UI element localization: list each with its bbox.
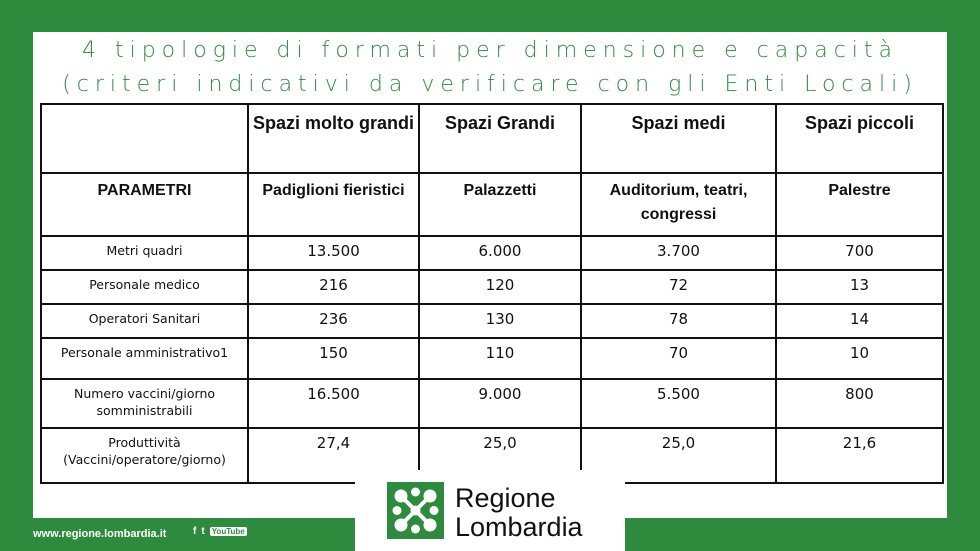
table-cell: 110 xyxy=(419,338,581,379)
row-label: Personale medico xyxy=(41,270,248,304)
table-row xyxy=(41,304,943,338)
row-label: Numero vaccini/giorno somministrabili xyxy=(41,379,248,428)
table-row xyxy=(41,379,943,428)
table-cell: 21,6 xyxy=(776,428,943,483)
table-cell: 236 xyxy=(248,304,419,338)
slide-title-line1: 4 tipologie di formati per dimensione e capacità xyxy=(81,38,899,63)
subheader-cell: Padiglioni fieristici xyxy=(248,173,419,236)
social-links xyxy=(193,526,247,537)
subheader-cell: Auditorium, teatri, congressi xyxy=(581,173,776,236)
table-row xyxy=(41,338,943,379)
table-cell: 5.500 xyxy=(581,379,776,428)
footer-website-link[interactable]: www.regione.lombardia.it xyxy=(33,528,167,540)
header-cell: Spazi medi xyxy=(581,104,776,173)
row-label: Metri quadri xyxy=(41,236,248,270)
table-cell: 3.700 xyxy=(581,236,776,270)
logo-wordmark xyxy=(455,484,583,542)
header-cell-empty xyxy=(41,104,248,173)
table-cell: 13 xyxy=(776,270,943,304)
subheader-cell: Palestre xyxy=(776,173,943,236)
row-label: Personale amministrativo1 xyxy=(41,338,248,379)
subheader-cell: Palazzetti xyxy=(419,173,581,236)
table-cell: 10 xyxy=(776,338,943,379)
header-cell: Spazi Grandi xyxy=(419,104,581,173)
table-cell: 72 xyxy=(581,270,776,304)
table-header-row xyxy=(41,104,943,173)
subheader-cell: PARAMETRI xyxy=(41,173,248,236)
table-cell: 78 xyxy=(581,304,776,338)
table-cell: 216 xyxy=(248,270,419,304)
table-cell: 70 xyxy=(581,338,776,379)
row-label: Operatori Sanitari xyxy=(41,304,248,338)
table-cell: 800 xyxy=(776,379,943,428)
table-cell: 27,4 xyxy=(248,428,419,483)
table-cell: 150 xyxy=(248,338,419,379)
table-cell: 6.000 xyxy=(419,236,581,270)
table-cell: 13.500 xyxy=(248,236,419,270)
lombardia-rose-icon xyxy=(387,482,444,539)
youtube-icon[interactable]: YouTube xyxy=(211,527,245,536)
regione-lombardia-logo xyxy=(355,470,625,551)
logo-line1: Regione xyxy=(455,483,556,513)
table-cell: 700 xyxy=(776,236,943,270)
header-cell: Spazi piccoli xyxy=(776,104,943,173)
row-label: Produttività (Vaccini/operatore/giorno) xyxy=(41,428,248,483)
table-cell: 16.500 xyxy=(248,379,419,428)
facebook-icon[interactable]: f xyxy=(193,526,197,537)
twitter-icon[interactable]: t xyxy=(201,526,205,537)
table-row xyxy=(41,270,943,304)
table-cell: 9.000 xyxy=(419,379,581,428)
table-cell: 25,0 xyxy=(419,428,581,483)
table-cell: 25,0 xyxy=(581,428,776,483)
table-cell: 130 xyxy=(419,304,581,338)
header-cell: Spazi molto grandi xyxy=(248,104,419,173)
table-cell: 120 xyxy=(419,270,581,304)
logo-line2: Lombardia xyxy=(455,512,583,542)
slide-title-line2: (criteri indicativi da verificare con gli Enti Locali) xyxy=(62,72,918,97)
comparison-table xyxy=(40,103,944,484)
table-row xyxy=(41,236,943,270)
table-subheader-row xyxy=(41,173,943,236)
table-cell: 14 xyxy=(776,304,943,338)
